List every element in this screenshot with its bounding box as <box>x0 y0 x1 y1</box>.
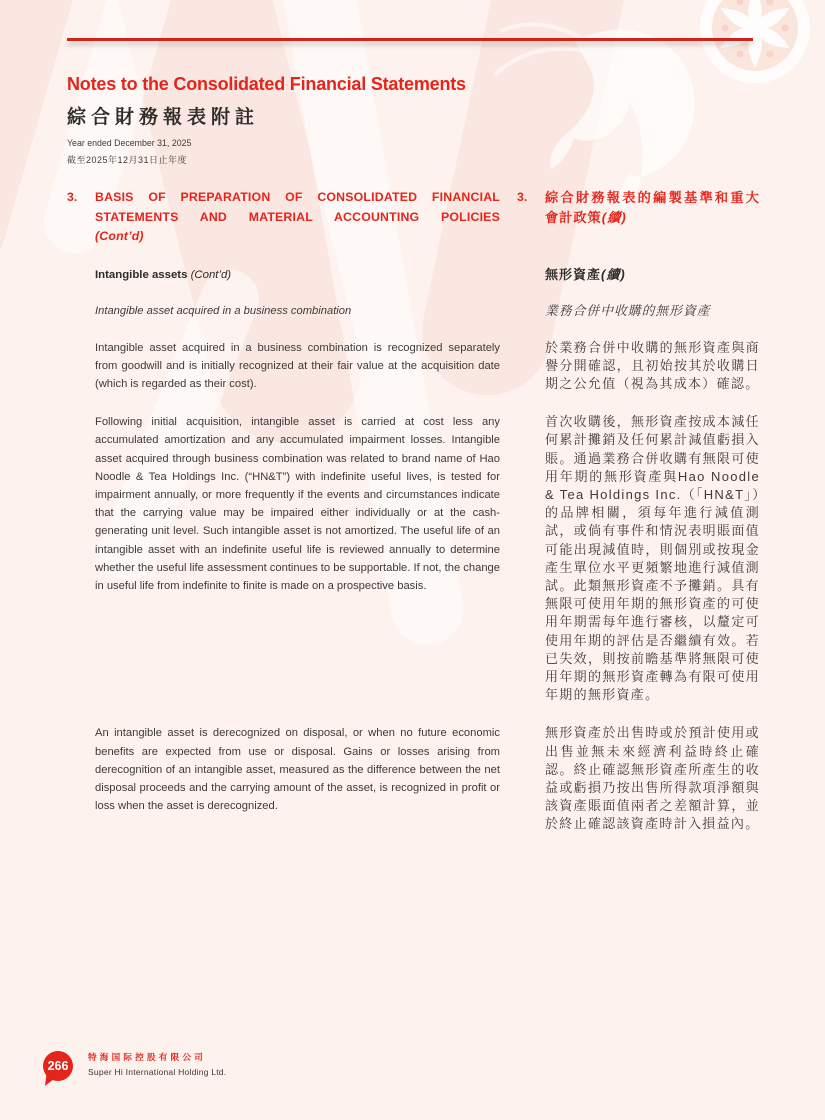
tomato-slice-icon <box>700 0 810 83</box>
paragraph-3-zh: 無形資產於出售時或於預計使用或出售並無未來經濟利益時終止確認。終止確認無形資產所產生的收益或虧損乃按出售所得款項淨額與該資產賬面值兩者之差額計算，並於終止確認該資產時計入損益內。 <box>545 725 760 832</box>
section-heading-en-line1: BASIS OF PREPARATION OF CONSOLIDATED FINANCIAL <box>95 190 500 204</box>
paragraph-1-zh: 於業務合併中收購的無形資產與商譽分開確認，且初始按其於收購日期之公允值（視為其成本）確認。 <box>545 339 760 391</box>
section-heading-zh-line2-text: 會計政策 <box>545 210 602 225</box>
period-en: Year ended December 31, 2025 <box>67 138 192 148</box>
section-heading-zh-line2 <box>545 208 760 228</box>
paragraph-1-en: Intangible asset acquired in a business combination is recognized separately from goodwill and is initially recognized at their fair value at the acquisition date (which is regarded as their cost). <box>95 341 500 390</box>
page-number-badge <box>43 1051 73 1081</box>
section-heading-zh-contd: (續) <box>601 210 627 225</box>
section-heading-zh <box>545 188 760 247</box>
period-zh: 截至2025年12月31日止年度 <box>67 155 188 165</box>
subheading-en: Intangible asset acquired in a business combination <box>95 304 352 317</box>
paragraph-2-zh: 首次收購後，無形資產按成本減任何累計攤銷及任何累計減值虧損入賬。通過業務合併收購有無限可使用年期的無形資產與Hao Noodle & Tea Holdings Inc.（「HN&T」）的品牌相關，須每年進行減值測試，或倘有事件和情況表明賬面值可能出現減值時，則個別或按現金產生單位水平更頻繁地進行減值測試。此類無形資產不予攤銷。具有無限可使用年期的無形資產的可使用年期需每年進行審核，以釐定可使用年期的評估是否繼續有效。若已失效，則按前瞻基準將無限可使用年期的無形資產轉為有限可使用年期的無形資產。 <box>545 414 760 703</box>
subsection-title-zh-text: 無形資產 <box>545 266 602 282</box>
section-number-en: 3. <box>67 190 78 204</box>
page-title-zh: 綜合財務報表附註 <box>67 107 260 128</box>
subsection-title-en-contd: (Cont’d) <box>187 268 232 281</box>
paragraph-row-2 <box>67 413 760 704</box>
section-heading-en <box>95 188 500 247</box>
paragraph-row-1 <box>67 339 760 394</box>
paragraph-2-en: Following initial acquisition, intangible asset is carried at cost less any accumulated amortization and any accumulated impairment losses. Intangible asset acquired through business combination was related to brand name of Hao Noodle & Tea Holdings Inc. (“HN&T”) with indefinite useful lives, is tested for impairment annually, or more frequently if the events and circumstances indicate that the carrying value may be impaired either individually or at the cash-generating unit level. Such intangible asset is not amortized. The useful life of an intangible asset with an indefinite useful life is reviewed annually to determine whether the useful life assessment continues to be supportable. If not, the change in useful life from indefinite to finite is made on a prospective basis. <box>95 416 500 592</box>
company-name-zh: 特海国际控股有限公司 <box>88 1052 206 1062</box>
subheading-row <box>67 303 760 319</box>
paragraph-row-3 <box>67 724 760 833</box>
subsection-title-zh-contd: (續) <box>601 266 626 282</box>
company-name-en: Super Hi International Holding Ltd. <box>88 1067 227 1077</box>
page-header <box>67 74 757 166</box>
subsection-title-en-text: Intangible assets <box>95 268 188 281</box>
top-divider-rule <box>67 38 753 41</box>
section-heading-zh-line1: 綜合財務報表的編製基準和重大 <box>545 190 760 205</box>
subsection-title-zh <box>545 267 760 283</box>
section-heading-en-line2: STATEMENTS AND MATERIAL ACCOUNTING POLICIES <box>95 209 500 224</box>
note-content <box>67 188 760 854</box>
subheading-zh: 業務合併中收購的無形資產 <box>545 302 711 318</box>
footer-company <box>88 1051 226 1077</box>
paragraph-3-en: An intangible asset is derecognized on disposal, or when no future economic benefits are expected from use or disposal. Gains or losses arising from derecognition of an intangible asset, measured as the difference between the net disposal proceeds and the carrying amount of the asset, is recognized in profit or loss when the asset is derecognized. <box>95 727 500 813</box>
page-number: 266 <box>47 1059 69 1073</box>
subsection-title-row <box>67 267 760 283</box>
page-title-en: Notes to the Consolidated Financial Statements <box>67 74 466 94</box>
section-heading-row <box>67 188 760 247</box>
section-number-zh: 3. <box>517 190 528 204</box>
section-heading-en-contd: (Cont’d) <box>95 229 144 243</box>
subsection-title-en <box>95 267 500 283</box>
